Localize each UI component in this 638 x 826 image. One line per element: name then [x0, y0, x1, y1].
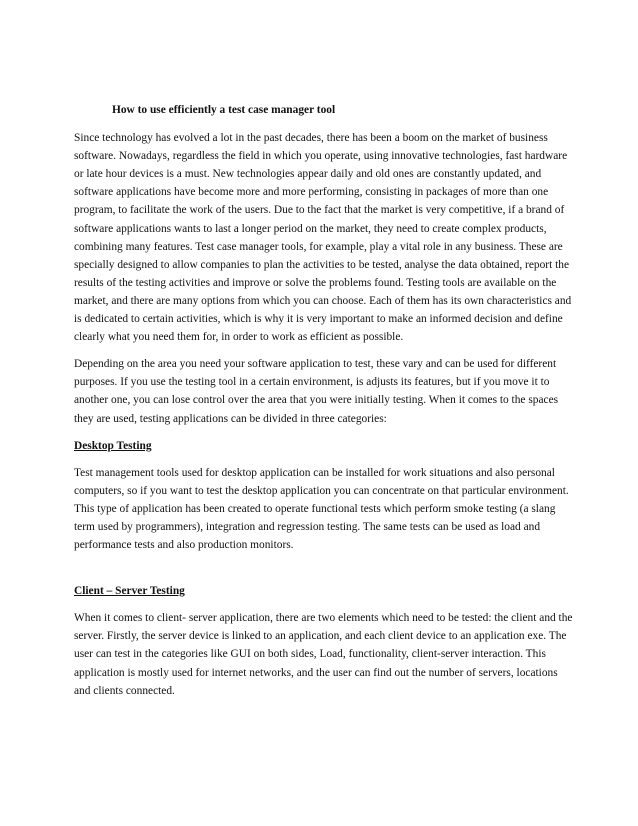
categories-paragraph: Depending on the area you need your software application to test, these vary and can be used for different purposes. If you use the testing tool in a certain environment, is adjusts its features, but if you move it to another one, you can lose control over the area that you were initially testing. When it comes to the spaces they are used, testing applications can be divided in three categories:	[74, 358, 559, 425]
section-heading-desktop-testing: Desktop Testing	[74, 439, 152, 452]
document-body	[74, 101, 574, 709]
intro-paragraph: Since technology has evolved a lot in the past decades, there has been a boom on the market of business software. Nowadays, regardless the field in which you operate, using innovative technologies, fast hardware or late hour devices is a must. New technologies appear daily and old ones are constantly updated, and software applications have become more and more performing, consisting in packages of more than one program, to facilitate the work of the users. Due to the fact that the market is very competitive, if a brand of software applications wants to last a longer period on the market, they need to create complex products, combining many features. Test case manager tools, for example, play a vital role in any business. These are specially designed to allow companies to plan the activities to be tested, analyse the data obtained, report the results of the testing activities and improve or solve the problems found. Testing tools are available on the market, and there are many options from which you can choose. Each of them has its own characteristics and is dedicated to certain activities, which is why it is very important to make an informed decision and define clearly what you need them for, in order to work as efficient as possible.	[74, 132, 572, 344]
section-spacer	[74, 563, 574, 582]
document-title: How to use efficiently a test case manager tool	[112, 104, 336, 116]
section-body-desktop-testing: Test management tools used for desktop application can be installed for work situations and also personal computers, so if you want to test the desktop application you can concentrate on that particular environment. This type of application has been created to operate functional tests which perform smoke testing (a slang term used by programmers), integration and regression testing. The same tests can be used as load and performance tests and also production monitors.	[74, 466, 569, 552]
section-heading-client-server-testing: Client – Server Testing	[74, 585, 185, 598]
section-body-client-server-testing: When it comes to client- server application, there are two elements which need to be tested: the client and the server. Firstly, the server device is linked to an application, and each client device to an application exe. The user can test in the categories like GUI on both sides, Load, functionality, client-server interaction. This application is mostly used for internet networks, and the user can find out the number of servers, locations and clients connected.	[74, 612, 573, 697]
